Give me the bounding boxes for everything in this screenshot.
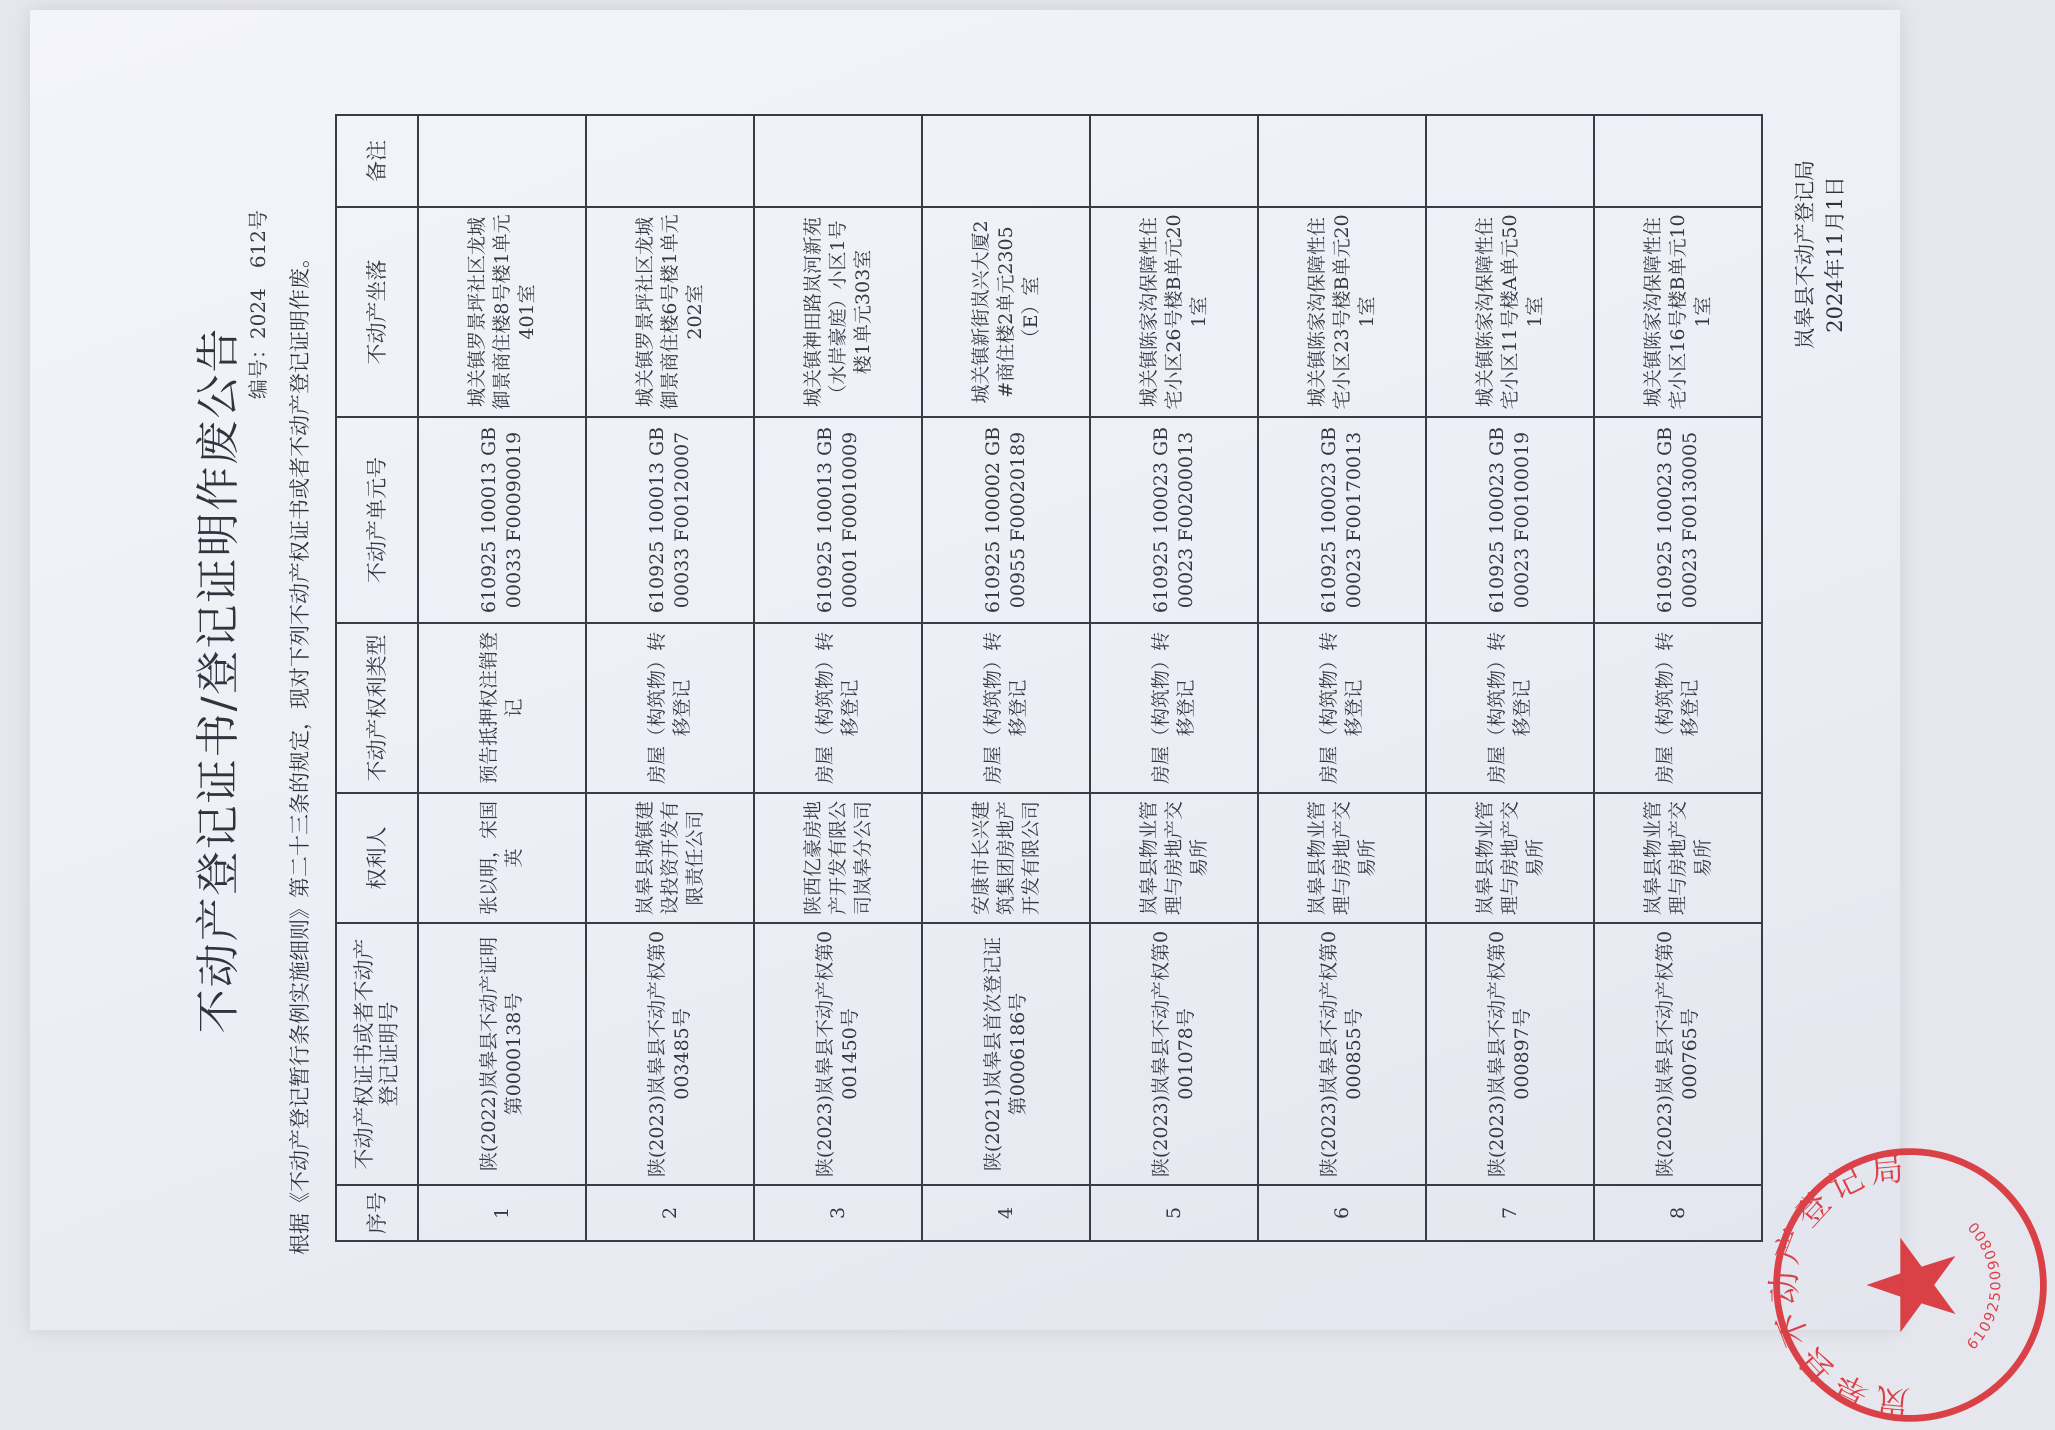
- cell-holder: 陕西亿豪房地产开发有限公司岚皋分公司: [754, 793, 922, 923]
- col-header-holder: 权利人: [336, 793, 418, 923]
- document-page: [50, 30, 2005, 1422]
- cell-no: 6: [1258, 1185, 1426, 1241]
- cell-holder: 岚皋县物业管理与房地产交易所: [1090, 793, 1258, 923]
- paper-sheet: [30, 10, 2005, 1422]
- cell-holder: 岚皋县物业管理与房地产交易所: [1594, 793, 1762, 923]
- cell-no: 2: [586, 1185, 754, 1241]
- cell-cert: 陕(2023)岚皋县不动产权第0000897号: [1426, 923, 1594, 1185]
- cell-remark: [1090, 115, 1258, 207]
- cell-type: 房屋（构筑物）转移登记: [754, 623, 922, 793]
- cell-location: 城关镇新街岚兴大厦2#商住楼2单元2305（E）室: [922, 207, 1090, 417]
- cell-holder: 张以明，宋国英: [418, 793, 586, 923]
- cell-type: 房屋（构筑物）转移登记: [1426, 623, 1594, 793]
- signature-org: 岚皋县不动产登记局: [1793, 160, 1817, 349]
- cell-holder: 岚皋县城镇建设投资开发有限责任公司: [586, 793, 754, 923]
- seal-star-icon: [1867, 1238, 1956, 1333]
- cell-no: 5: [1090, 1185, 1258, 1241]
- seal-arc-text: 岚皋县不动产登记局: [1765, 1148, 1911, 1422]
- cell-unit: 610925 100013 GB00001 F00010009: [754, 417, 922, 623]
- cell-type: 房屋（构筑物）转移登记: [1594, 623, 1762, 793]
- cell-remark: [1426, 115, 1594, 207]
- table-row: [1258, 115, 1426, 1241]
- cell-type: 房屋（构筑物）转移登记: [922, 623, 1090, 793]
- cell-cert: 陕(2023)岚皋县不动产权第0001078号: [1090, 923, 1258, 1185]
- cell-no: 7: [1426, 1185, 1594, 1241]
- header-row: [336, 115, 418, 1241]
- col-header-type: 不动产权利类型: [336, 623, 418, 793]
- col-header-remark: 备注: [336, 115, 418, 207]
- cell-remark: [586, 115, 754, 207]
- cell-location: 城关镇罗景坪社区龙城御景商住楼6号楼1单元202室: [586, 207, 754, 417]
- seal-code: 6109250090800: [1964, 1216, 2005, 1354]
- document-number: 编号：2024 612号: [246, 210, 270, 400]
- table-row: [586, 115, 754, 1241]
- cell-unit: 610925 100023 GB00023 F00130005: [1594, 417, 1762, 623]
- col-header-unit: 不动产单元号: [336, 417, 418, 623]
- col-header-no: 序号: [336, 1185, 418, 1241]
- cell-holder: 安康市长兴建筑集团房地产开发有限公司: [922, 793, 1090, 923]
- table-row: [1594, 115, 1762, 1241]
- cell-location: 城关镇陈家沟保障性住宅小区11号楼A单元501室: [1426, 207, 1594, 417]
- cell-remark: [754, 115, 922, 207]
- cell-remark: [1258, 115, 1426, 207]
- cell-no: 8: [1594, 1185, 1762, 1241]
- cell-no: 1: [418, 1185, 586, 1241]
- cell-unit: 610925 100023 GB00023 F00100019: [1426, 417, 1594, 623]
- void-certificates-table: [335, 114, 1763, 1242]
- table-row: [1090, 115, 1258, 1241]
- signature-date: 2024年11月1日: [1823, 176, 1847, 333]
- cell-location: 城关镇罗景坪社区龙城御景商住楼8号楼1单元401室: [418, 207, 586, 417]
- cell-cert: 陕(2021)岚皋县首次登记证第0006186号: [922, 923, 1090, 1185]
- table-header: [336, 115, 418, 1241]
- signature-block: [1790, 160, 1850, 349]
- cell-cert: 陕(2023)岚皋县不动产权第0003485号: [586, 923, 754, 1185]
- cell-type: 预告抵押权注销登记: [418, 623, 586, 793]
- cell-location: 城关镇陈家沟保障性住宅小区16号楼B单元101室: [1594, 207, 1762, 417]
- cell-unit: 610925 100002 GB00955 F00020189: [922, 417, 1090, 623]
- cell-remark: [922, 115, 1090, 207]
- cell-cert: 陕(2023)岚皋县不动产权第0000855号: [1258, 923, 1426, 1185]
- cell-remark: [418, 115, 586, 207]
- cell-type: 房屋（构筑物）转移登记: [1258, 623, 1426, 793]
- intro-paragraph: 根据《不动产登记暂行条例实施细则》第二十三条的规定，现对下列不动产权证书或者不动产登记证明作废。: [288, 247, 312, 1255]
- cell-location: 城关镇陈家沟保障性住宅小区23号楼B单元201室: [1258, 207, 1426, 417]
- table-row: [754, 115, 922, 1241]
- cell-unit: 610925 100023 GB00023 F00170013: [1258, 417, 1426, 623]
- cell-holder: 岚皋县物业管理与房地产交易所: [1258, 793, 1426, 923]
- table-row: [418, 115, 586, 1241]
- cell-no: 3: [754, 1185, 922, 1241]
- cell-unit: 610925 100013 GB00033 F00120007: [586, 417, 754, 623]
- cell-cert: 陕(2023)岚皋县不动产权第0001450号: [754, 923, 922, 1185]
- table-row: [922, 115, 1090, 1241]
- col-header-cert: 不动产权证书或者不动产登记证明号: [336, 923, 418, 1185]
- table-row: [1426, 115, 1594, 1241]
- cell-no: 4: [922, 1185, 1090, 1241]
- table-body: [418, 115, 1762, 1241]
- col-header-location: 不动产坐落: [336, 207, 418, 417]
- seal-ring: [1777, 1152, 2044, 1419]
- document-title: 不动产登记证书/登记证明作废公告: [193, 326, 244, 1034]
- cell-type: 房屋（构筑物）转移登记: [586, 623, 754, 793]
- cell-remark: [1594, 115, 1762, 207]
- official-seal-icon: [1765, 1140, 2055, 1430]
- cell-cert: 陕(2022)岚皋县不动产证明第0000138号: [418, 923, 586, 1185]
- cell-location: 城关镇神田路岚河新苑（水岸豪庭）小区1号楼1单元303室: [754, 207, 922, 417]
- cell-holder: 岚皋县物业管理与房地产交易所: [1426, 793, 1594, 923]
- cell-location: 城关镇陈家沟保障性住宅小区26号楼B单元201室: [1090, 207, 1258, 417]
- cell-unit: 610925 100013 GB00033 F00090019: [418, 417, 586, 623]
- cell-type: 房屋（构筑物）转移登记: [1090, 623, 1258, 793]
- cell-cert: 陕(2023)岚皋县不动产权第0000765号: [1594, 923, 1762, 1185]
- cell-unit: 610925 100023 GB00023 F00200013: [1090, 417, 1258, 623]
